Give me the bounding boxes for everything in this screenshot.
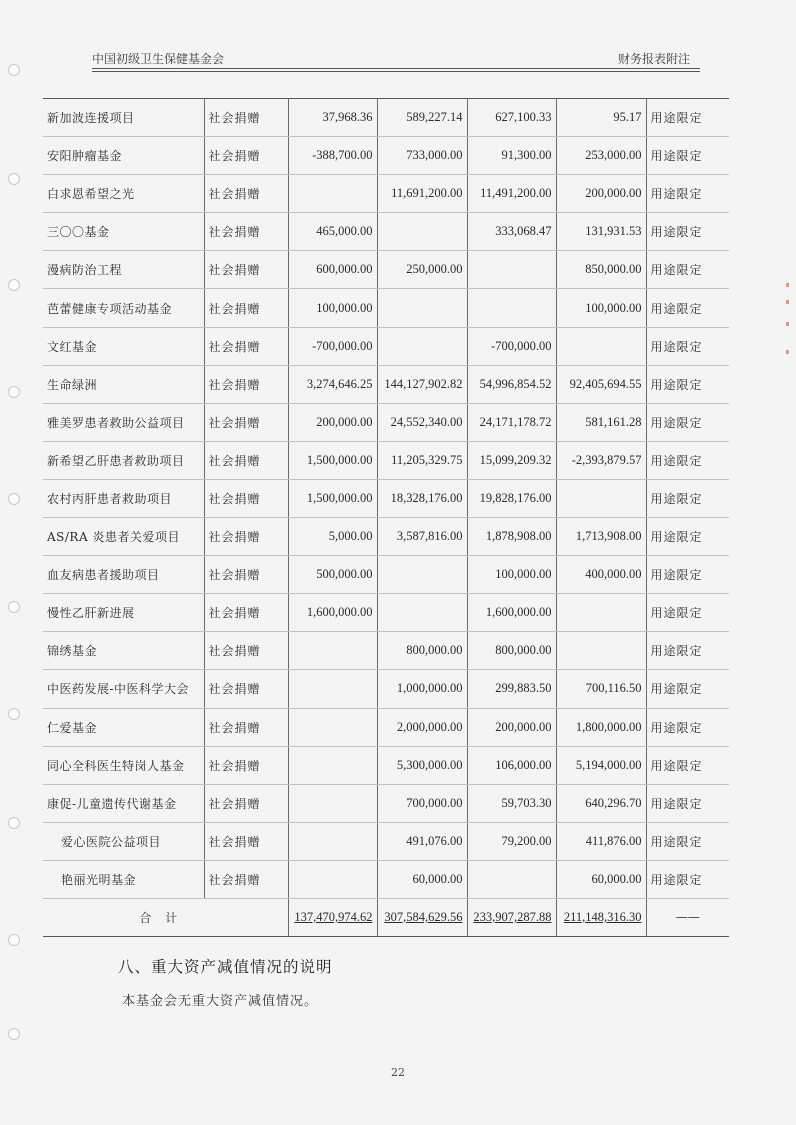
table-row xyxy=(43,99,729,137)
amount-cell xyxy=(556,327,646,365)
amount-cell xyxy=(377,556,467,594)
amount-cell: 24,171,178.72 xyxy=(467,403,556,441)
table-row xyxy=(43,746,729,784)
amount-cell xyxy=(288,632,377,670)
amount-cell: 24,552,340.00 xyxy=(377,403,467,441)
restriction-cell: 用途限定 xyxy=(646,632,729,670)
binder-hole xyxy=(8,279,20,291)
restriction-cell: 用途限定 xyxy=(646,99,729,137)
amount-cell: 411,876.00 xyxy=(556,822,646,860)
amount-cell xyxy=(467,289,556,327)
source-cell: 社会捐赠 xyxy=(204,670,288,708)
restriction-cell: 用途限定 xyxy=(646,289,729,327)
restriction-cell: 用途限定 xyxy=(646,213,729,251)
restriction-cell: 用途限定 xyxy=(646,441,729,479)
binder-hole xyxy=(8,493,20,505)
table-row xyxy=(43,594,729,632)
amount-cell: 250,000.00 xyxy=(377,251,467,289)
amount-cell: 92,405,694.55 xyxy=(556,365,646,403)
source-cell: 社会捐赠 xyxy=(204,403,288,441)
restriction-cell: 用途限定 xyxy=(646,137,729,175)
restriction-cell: 用途限定 xyxy=(646,822,729,860)
table-row xyxy=(43,632,729,670)
amount-cell: -388,700.00 xyxy=(288,137,377,175)
fund-name-cell: 漫病防治工程 xyxy=(43,251,204,289)
fund-name-cell: 同心全科医生特岗人基金 xyxy=(43,746,204,784)
restriction-cell: 用途限定 xyxy=(646,746,729,784)
amount-cell: -700,000.00 xyxy=(467,327,556,365)
total-label: 合计 xyxy=(43,898,288,936)
restriction-cell: 用途限定 xyxy=(646,670,729,708)
restriction-cell: 用途限定 xyxy=(646,403,729,441)
source-cell: 社会捐赠 xyxy=(204,556,288,594)
binder-hole xyxy=(8,601,20,613)
source-cell: 社会捐赠 xyxy=(204,746,288,784)
amount-cell: 3,274,646.25 xyxy=(288,365,377,403)
amount-cell: 106,000.00 xyxy=(467,746,556,784)
total-cell: 137,470,974.62 xyxy=(288,898,377,936)
source-cell: 社会捐赠 xyxy=(204,99,288,137)
amount-cell: -700,000.00 xyxy=(288,327,377,365)
amount-cell: 600,000.00 xyxy=(288,251,377,289)
amount-cell: 491,076.00 xyxy=(377,822,467,860)
restriction-cell: 用途限定 xyxy=(646,556,729,594)
amount-cell: 60,000.00 xyxy=(377,860,467,898)
amount-cell: -2,393,879.57 xyxy=(556,441,646,479)
header-divider xyxy=(92,68,700,69)
source-cell: 社会捐赠 xyxy=(204,327,288,365)
amount-cell: 2,000,000.00 xyxy=(377,708,467,746)
table-row xyxy=(43,175,729,213)
amount-cell: 400,000.00 xyxy=(556,556,646,594)
binder-hole xyxy=(8,1028,20,1040)
amount-cell xyxy=(377,594,467,632)
source-cell: 社会捐赠 xyxy=(204,784,288,822)
table-row xyxy=(43,289,729,327)
amount-cell: 100,000.00 xyxy=(467,556,556,594)
page-header xyxy=(92,50,690,68)
amount-cell xyxy=(288,784,377,822)
amount-cell: 733,000.00 xyxy=(377,137,467,175)
binder-hole xyxy=(8,173,20,185)
source-cell: 社会捐赠 xyxy=(204,479,288,517)
fund-name-cell: 血友病患者援助项目 xyxy=(43,556,204,594)
amount-cell: 18,328,176.00 xyxy=(377,479,467,517)
section-title: 八、重大资产减值情况的说明 xyxy=(118,958,333,976)
seam-stamp-mark xyxy=(786,322,789,326)
amount-cell xyxy=(377,289,467,327)
amount-cell: 5,194,000.00 xyxy=(556,746,646,784)
total-use-dash: —— xyxy=(646,898,729,936)
amount-cell: 15,099,209.32 xyxy=(467,441,556,479)
table-row xyxy=(43,365,729,403)
amount-cell: 1,600,000.00 xyxy=(288,594,377,632)
restriction-cell: 用途限定 xyxy=(646,365,729,403)
amount-cell: 465,000.00 xyxy=(288,213,377,251)
header-divider xyxy=(92,71,700,72)
amount-cell xyxy=(467,860,556,898)
amount-cell xyxy=(377,213,467,251)
seam-stamp-mark xyxy=(786,300,789,304)
fund-name-cell: AS/RA 炎患者关爱项目 xyxy=(43,518,204,556)
amount-cell xyxy=(288,746,377,784)
fund-name-cell: 康促-儿童遗传代谢基金 xyxy=(43,784,204,822)
amount-cell: 60,000.00 xyxy=(556,860,646,898)
table-row xyxy=(43,708,729,746)
table-row xyxy=(43,137,729,175)
fund-name-cell: 文红基金 xyxy=(43,327,204,365)
fund-name-cell: 安阳肿瘤基金 xyxy=(43,137,204,175)
amount-cell: 79,200.00 xyxy=(467,822,556,860)
amount-cell xyxy=(556,594,646,632)
section-body: 本基金会无重大资产减值情况。 xyxy=(122,994,319,1009)
amount-cell xyxy=(556,479,646,517)
fund-name-cell: 锦绣基金 xyxy=(43,632,204,670)
seam-stamp-mark xyxy=(786,350,789,354)
amount-cell: 11,691,200.00 xyxy=(377,175,467,213)
table-row xyxy=(43,860,729,898)
amount-cell: 1,600,000.00 xyxy=(467,594,556,632)
amount-cell: 200,000.00 xyxy=(556,175,646,213)
amount-cell: 253,000.00 xyxy=(556,137,646,175)
table-row xyxy=(43,556,729,594)
source-cell: 社会捐赠 xyxy=(204,213,288,251)
source-cell: 社会捐赠 xyxy=(204,594,288,632)
source-cell: 社会捐赠 xyxy=(204,289,288,327)
source-cell: 社会捐赠 xyxy=(204,175,288,213)
restriction-cell: 用途限定 xyxy=(646,327,729,365)
fund-name-cell: 新希望乙肝患者救助项目 xyxy=(43,441,204,479)
source-cell: 社会捐赠 xyxy=(204,822,288,860)
page-number: 22 xyxy=(391,1066,405,1079)
amount-cell: 131,931.53 xyxy=(556,213,646,251)
amount-cell: 333,068.47 xyxy=(467,213,556,251)
fund-name-cell: 农村丙肝患者救助项目 xyxy=(43,479,204,517)
amount-cell xyxy=(288,860,377,898)
amount-cell: 54,996,854.52 xyxy=(467,365,556,403)
table-body xyxy=(43,99,729,899)
amount-cell: 1,800,000.00 xyxy=(556,708,646,746)
amount-cell: 800,000.00 xyxy=(377,632,467,670)
amount-cell: 59,703.30 xyxy=(467,784,556,822)
total-cell: 233,907,287.88 xyxy=(467,898,556,936)
amount-cell: 1,500,000.00 xyxy=(288,441,377,479)
table-row xyxy=(43,251,729,289)
amount-cell xyxy=(288,708,377,746)
table-row xyxy=(43,441,729,479)
fund-name-cell: 新加波连援项目 xyxy=(43,99,204,137)
amount-cell: 500,000.00 xyxy=(288,556,377,594)
amount-cell xyxy=(288,670,377,708)
restriction-cell: 用途限定 xyxy=(646,175,729,213)
source-cell: 社会捐赠 xyxy=(204,518,288,556)
table-row xyxy=(43,784,729,822)
amount-cell: 37,968.36 xyxy=(288,99,377,137)
table-row xyxy=(43,403,729,441)
amount-cell: 640,296.70 xyxy=(556,784,646,822)
amount-cell: 3,587,816.00 xyxy=(377,518,467,556)
source-cell: 社会捐赠 xyxy=(204,365,288,403)
amount-cell: 1,000,000.00 xyxy=(377,670,467,708)
amount-cell: 200,000.00 xyxy=(288,403,377,441)
seam-stamp-mark xyxy=(786,283,789,287)
amount-cell: 11,205,329.75 xyxy=(377,441,467,479)
binder-hole xyxy=(8,934,20,946)
fund-name-cell: 中医药发展-中医科学大会 xyxy=(43,670,204,708)
source-cell: 社会捐赠 xyxy=(204,251,288,289)
header-report-type: 财务报表附注 xyxy=(617,52,690,66)
amount-cell: 627,100.33 xyxy=(467,99,556,137)
fund-name-cell: 芭蕾健康专项活动基金 xyxy=(43,289,204,327)
fund-name-cell: 生命绿洲 xyxy=(43,365,204,403)
fund-name-cell: 慢性乙肝新进展 xyxy=(43,594,204,632)
amount-cell: 200,000.00 xyxy=(467,708,556,746)
fund-name-cell: 艳丽光明基金 xyxy=(43,860,204,898)
amount-cell: 144,127,902.82 xyxy=(377,365,467,403)
binder-hole xyxy=(8,64,20,76)
total-cell: 307,584,629.56 xyxy=(377,898,467,936)
amount-cell: 1,878,908.00 xyxy=(467,518,556,556)
restriction-cell: 用途限定 xyxy=(646,518,729,556)
amount-cell xyxy=(288,822,377,860)
amount-cell: 5,300,000.00 xyxy=(377,746,467,784)
amount-cell: 5,000.00 xyxy=(288,518,377,556)
amount-cell xyxy=(467,251,556,289)
amount-cell: 100,000.00 xyxy=(556,289,646,327)
fund-name-cell: 爱心医院公益项目 xyxy=(43,822,204,860)
amount-cell: 850,000.00 xyxy=(556,251,646,289)
binder-hole xyxy=(8,708,20,720)
amount-cell: 19,828,176.00 xyxy=(467,479,556,517)
restriction-cell: 用途限定 xyxy=(646,594,729,632)
amount-cell: 299,883.50 xyxy=(467,670,556,708)
table-row xyxy=(43,670,729,708)
amount-cell: 700,116.50 xyxy=(556,670,646,708)
amount-cell: 95.17 xyxy=(556,99,646,137)
source-cell: 社会捐赠 xyxy=(204,708,288,746)
amount-cell: 91,300.00 xyxy=(467,137,556,175)
restriction-cell: 用途限定 xyxy=(646,251,729,289)
restriction-cell: 用途限定 xyxy=(646,708,729,746)
table-row xyxy=(43,213,729,251)
amount-cell xyxy=(288,175,377,213)
fund-name-cell: 仁爱基金 xyxy=(43,708,204,746)
source-cell: 社会捐赠 xyxy=(204,441,288,479)
fund-name-cell: 三〇〇基金 xyxy=(43,213,204,251)
restriction-cell: 用途限定 xyxy=(646,860,729,898)
table-row xyxy=(43,822,729,860)
amount-cell: 1,713,908.00 xyxy=(556,518,646,556)
amount-cell: 581,161.28 xyxy=(556,403,646,441)
restriction-cell: 用途限定 xyxy=(646,784,729,822)
table-row xyxy=(43,479,729,517)
restricted-funds-table xyxy=(43,98,729,937)
amount-cell: 700,000.00 xyxy=(377,784,467,822)
fund-name-cell: 雅美罗患者救助公益项目 xyxy=(43,403,204,441)
total-row xyxy=(43,898,729,936)
fund-name-cell: 白求恩希望之光 xyxy=(43,175,204,213)
amount-cell: 100,000.00 xyxy=(288,289,377,327)
amount-cell: 800,000.00 xyxy=(467,632,556,670)
header-organization: 中国初级卫生保健基金会 xyxy=(92,52,225,66)
amount-cell xyxy=(556,632,646,670)
restriction-cell: 用途限定 xyxy=(646,479,729,517)
amount-cell: 1,500,000.00 xyxy=(288,479,377,517)
source-cell: 社会捐赠 xyxy=(204,860,288,898)
source-cell: 社会捐赠 xyxy=(204,137,288,175)
amount-cell: 589,227.14 xyxy=(377,99,467,137)
source-cell: 社会捐赠 xyxy=(204,632,288,670)
amount-cell xyxy=(377,327,467,365)
binder-hole xyxy=(8,817,20,829)
table-row xyxy=(43,327,729,365)
amount-cell: 11,491,200.00 xyxy=(467,175,556,213)
total-cell: 211,148,316.30 xyxy=(556,898,646,936)
binder-hole xyxy=(8,386,20,398)
table-row xyxy=(43,518,729,556)
